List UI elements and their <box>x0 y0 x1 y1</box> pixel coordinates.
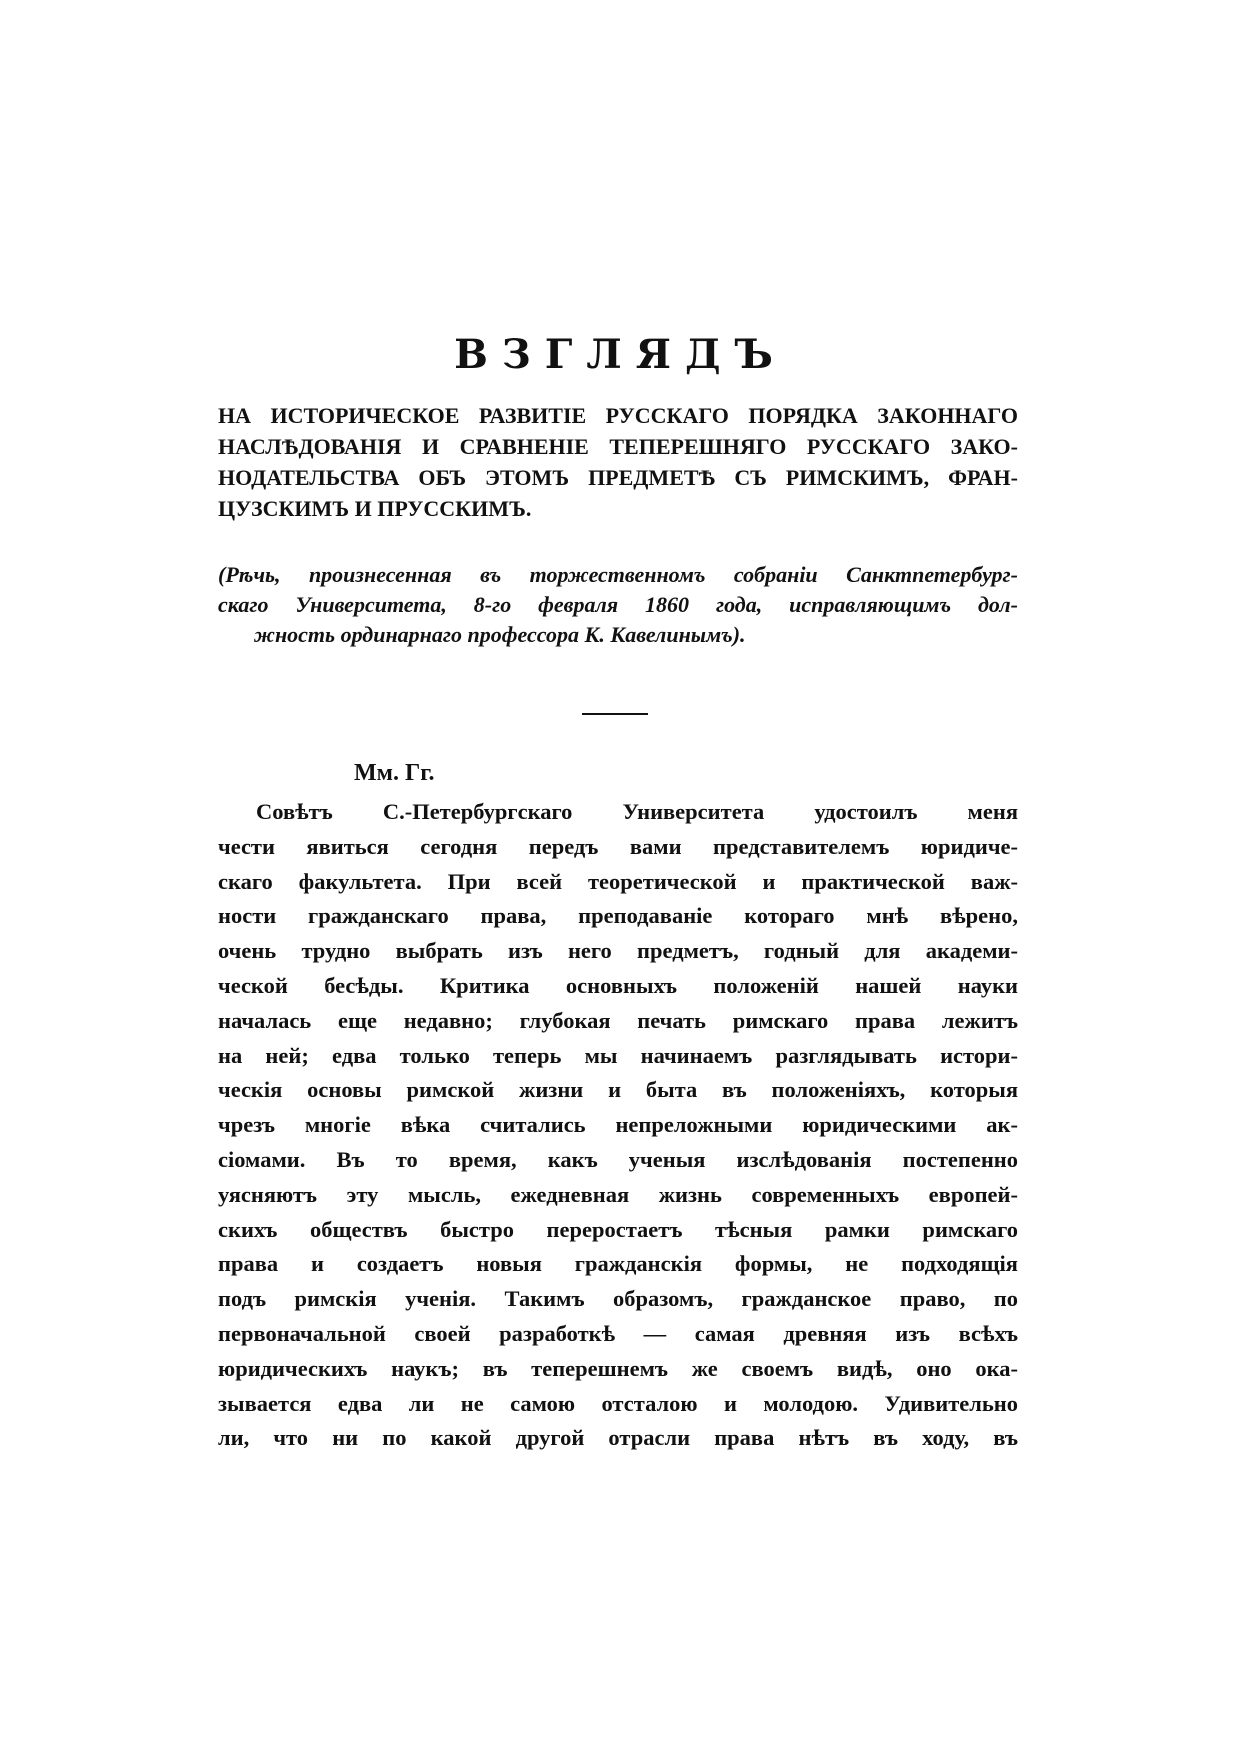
body-line: подъ римскія ученія. Такимъ образомъ, гражданское право, по <box>218 1286 1018 1312</box>
body-line: началась еще недавно; глубокая печать римскаго права лежитъ <box>218 1007 1018 1033</box>
body-line: уясняютъ эту мысль, ежедневная жизнь современныхъ европей- <box>218 1181 1018 1207</box>
body-line: ческія основы римской жизни и быта въ положеніяхъ, которыя <box>218 1077 1018 1103</box>
page-title: ВЗГЛЯДЪ <box>454 331 787 378</box>
section-divider <box>582 713 648 715</box>
salutation: Мм. Гг. <box>354 760 435 786</box>
body-line: юридическихъ наукъ; въ теперешнемъ же своемъ видѣ, оно ока- <box>218 1355 1018 1381</box>
speech-note <box>218 560 1018 650</box>
subtitle-line: НА ИСТОРИЧЕСКОЕ РАЗВИТІЕ РУССКАГО ПОРЯДКА ЗАКОННАГО <box>218 403 1018 428</box>
body-line: первоначальной своей разработкѣ — самая древняя изъ всѣхъ <box>218 1320 1018 1346</box>
subtitle-line: ЦУЗСКИМЪ И ПРУССКИМЪ. <box>218 496 532 521</box>
speech-note-line: жность ординарнаго профессора К. Кавелинымъ). <box>254 622 746 647</box>
body-line: ности гражданскаго права, преподаваніе котораго мнѣ вѣрено, <box>218 903 1018 929</box>
subtitle-line: НОДАТЕЛЬСТВА ОБЪ ЭТОМЪ ПРЕДМЕТѢ СЪ РИМСКИМЪ, ФРАН- <box>218 465 1018 490</box>
body-line: чрезъ многіе вѣка считались непреложными юридическими ак- <box>218 1112 1018 1138</box>
body-line: ческой бесѣды. Критика основныхъ положеній нашей науки <box>218 972 1018 998</box>
body-line: скаго факультета. При всей теоретической и практической важ- <box>218 868 1018 894</box>
body-line: сіомами. Въ то время, какъ ученыя изслѣдованія постепенно <box>218 1146 1018 1172</box>
body-line: Совѣтъ С.-Петербургскаго Университета удостоилъ меня <box>256 799 1018 824</box>
body-line: скихъ обществъ быстро переростаетъ тѣсныя рамки римскаго <box>218 1216 1018 1242</box>
body-paragraph <box>218 795 1018 1456</box>
body-line: чести явиться сегодня передъ вами представителемъ юридиче- <box>218 833 1018 859</box>
body-line: зывается едва ли не самою отсталою и молодою. Удивительно <box>218 1390 1018 1416</box>
body-line: права и создаетъ новыя гражданскія формы, не подходящія <box>218 1251 1018 1277</box>
speech-note-line: (Рѣчь, произнесенная въ торжественномъ собраніи Санктпетербург- <box>218 562 1018 587</box>
speech-note-line: скаго Университета, 8-го февраля 1860 года, исправляющимъ дол- <box>218 592 1018 617</box>
body-line: на ней; едва только теперь мы начинаемъ разглядывать истори- <box>218 1042 1018 1068</box>
body-line: ли, что ни по какой другой отрасли права нѣтъ въ ходу, въ <box>218 1425 1018 1451</box>
body-line: очень трудно выбрать изъ него предметъ, годный для академи- <box>218 938 1018 964</box>
subtitle-line: НАСЛѢДОВАНІЯ И СРАВНЕНІЕ ТЕПЕРЕШНЯГО РУССКАГО ЗАКО- <box>218 434 1018 459</box>
subtitle <box>218 400 1018 524</box>
